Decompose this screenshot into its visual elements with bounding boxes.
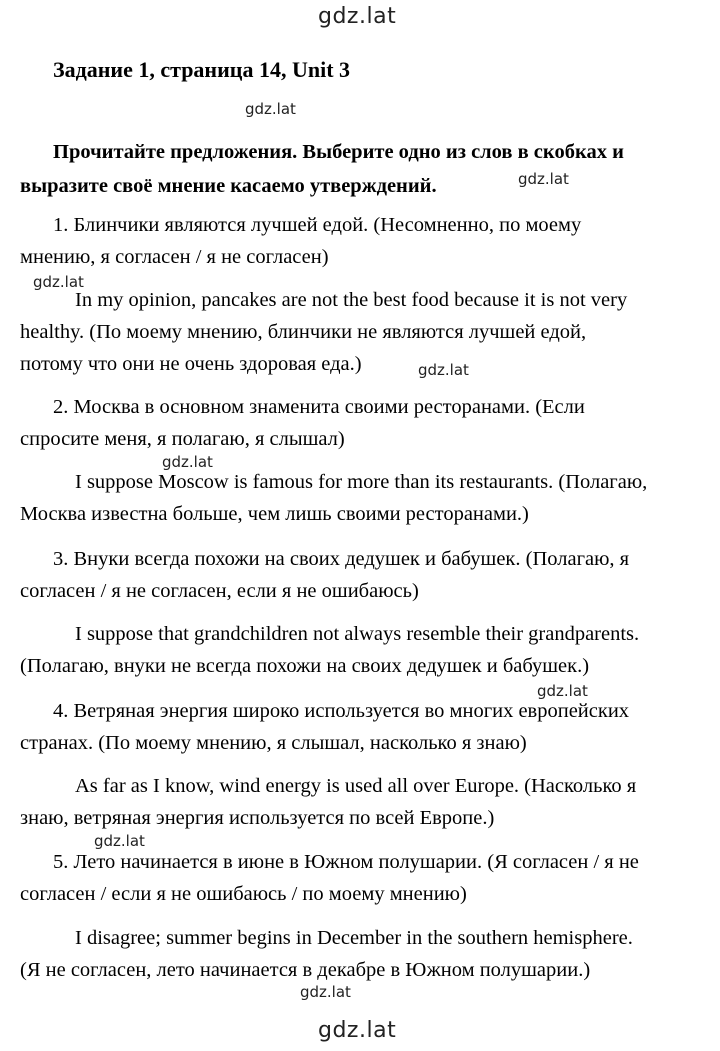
answer-4 bbox=[20, 770, 710, 834]
instruction-line: Прочитайте предложения. Выберите одно из слов в скобках и bbox=[53, 141, 624, 163]
question-2 bbox=[20, 391, 710, 455]
question-line: 4. Ветряная энергия широко используется во многих европейских bbox=[53, 700, 630, 722]
answer-line: Москва известна больше, чем лишь своими ресторанами.) bbox=[20, 503, 529, 525]
answer-2 bbox=[20, 466, 710, 530]
answer-3 bbox=[20, 618, 710, 682]
question-line: мнению, я согласен / я не согласен) bbox=[20, 246, 329, 268]
question-line: 2. Москва в основном знаменита своими ресторанами. (Если bbox=[53, 396, 585, 418]
watermark: gdz.lat bbox=[162, 453, 213, 471]
answer-line: I suppose Moscow is famous for more than its restaurants. (Полагаю, bbox=[75, 471, 648, 493]
question-line: 1. Блинчики являются лучшей едой. (Несомненно, по моему bbox=[53, 214, 582, 236]
question-line: 3. Внуки всегда похожи на своих дедушек и бабушек. (Полагаю, я bbox=[53, 548, 630, 570]
watermark-bottom: gdz.lat bbox=[318, 1018, 397, 1043]
watermark: gdz.lat bbox=[300, 983, 351, 1001]
watermark: gdz.lat bbox=[94, 832, 145, 850]
instruction-line: выразите своё мнение касаемо утверждений. bbox=[20, 175, 437, 197]
answer-line: знаю, ветряная энергия используется по всей Европе.) bbox=[20, 807, 495, 829]
page-title: Задание 1, страница 14, Unit 3 bbox=[53, 57, 351, 82]
watermark: gdz.lat bbox=[245, 100, 296, 118]
watermark: gdz.lat bbox=[33, 273, 84, 291]
question-line: согласен / я не согласен, если я не ошибаюсь) bbox=[20, 580, 419, 602]
question-1 bbox=[20, 209, 710, 273]
answer-line: As far as I know, wind energy is used all over Europe. (Насколько я bbox=[75, 775, 637, 797]
question-3 bbox=[20, 543, 710, 607]
watermark: gdz.lat bbox=[518, 170, 569, 188]
answer-5 bbox=[20, 922, 710, 986]
answer-1 bbox=[20, 284, 710, 380]
answer-line: потому что они не очень здоровая еда.) bbox=[20, 353, 362, 375]
answer-line: healthy. (По моему мнению, блинчики не являются лучшей едой, bbox=[20, 321, 587, 343]
answer-line: I disagree; summer begins in December in the southern hemisphere. bbox=[75, 927, 633, 949]
question-line: 5. Лето начинается в июне в Южном полушарии. (Я согласен / я не bbox=[53, 851, 639, 873]
question-line: согласен / если я не ошибаюсь / по моему мнению) bbox=[20, 883, 467, 905]
answer-line: (Я не согласен, лето начинается в декабре в Южном полушарии.) bbox=[20, 959, 591, 981]
question-4 bbox=[20, 695, 710, 759]
question-line: спросите меня, я полагаю, я слышал) bbox=[20, 428, 345, 450]
watermark-top: gdz.lat bbox=[318, 4, 397, 29]
instruction bbox=[20, 135, 700, 203]
watermark: gdz.lat bbox=[418, 361, 469, 379]
question-line: странах. (По моему мнению, я слышал, насколько я знаю) bbox=[20, 732, 527, 754]
answer-line: I suppose that grandchildren not always resemble their grandparents. bbox=[75, 623, 640, 645]
answer-line: (Полагаю, внуки не всегда похожи на своих дедушек и бабушек.) bbox=[20, 655, 590, 677]
watermark: gdz.lat bbox=[537, 682, 588, 700]
question-5 bbox=[20, 846, 710, 910]
answer-line: In my opinion, pancakes are not the best food because it is not very bbox=[75, 289, 628, 311]
